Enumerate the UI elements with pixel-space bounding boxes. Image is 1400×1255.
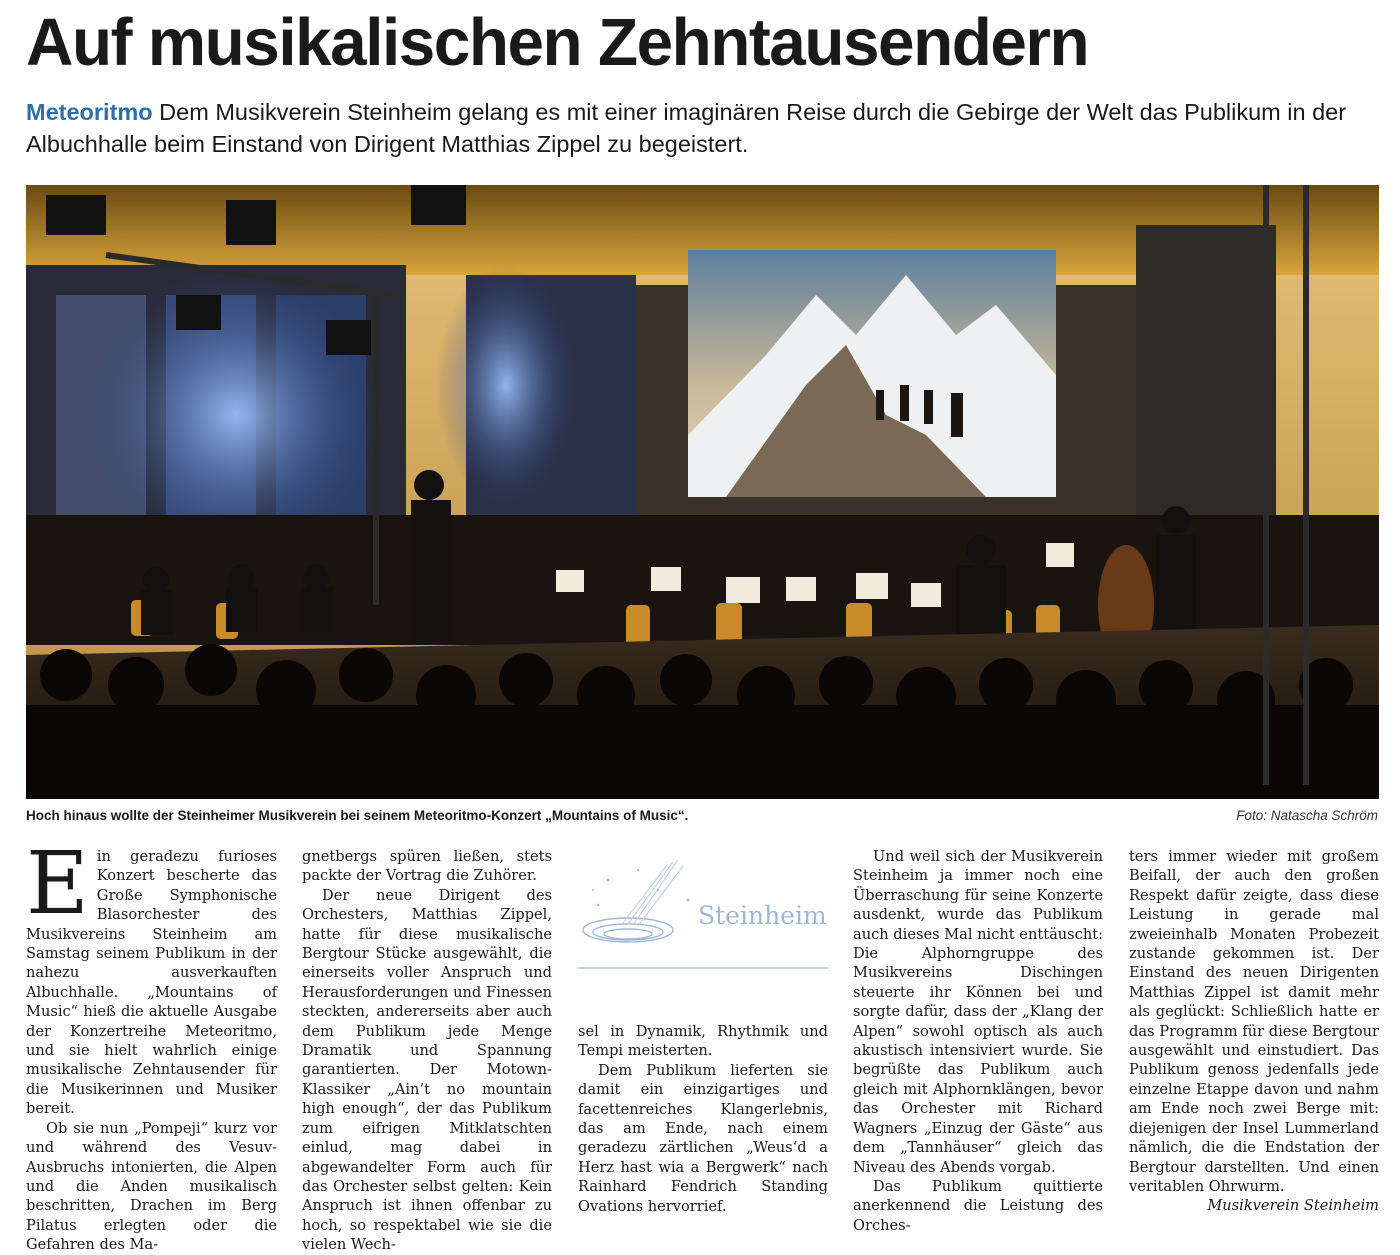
paragraph: ters immer wieder mit großem Beifall, der auch den großen Respekt dafür zeigte, dass diese Leistung in gerade mal zweieinhalb Monaten Probezeit zustande gekommen ist. Der Einstand des neuen Dirigenten Matthias Zippel ist damit mehr als geglückt: Schließlich hatte er das Programm für diese Bergtour ausgewählt und einstudiert. Das Publikum genoss jedenfalls jede einzelne Etappe davon und nahm am Ende noch zwei Berge mit: diejenigen der Insel Lummerland nämlich, die die Endstation der Bergtour darstellten. Und einen veritablen Ohrwurm. bbox=[1129, 848, 1379, 1195]
paragraph: Ob sie nun „Pompeji“ kurz vor und während des Vesuv-Ausbruchs intonierten, die Alpen und die Anden musikalisch beschritten, Drachen im Berg Pilatus erlegten oder die Gefahren des Ma- bbox=[26, 1119, 277, 1254]
concert-photo bbox=[26, 185, 1379, 799]
lead-paragraph bbox=[26, 96, 1386, 160]
paragraph: Der neue Dirigent des Orchesters, Matthias Zippel, hatte für diese musikalische Bergtour Stücke ausgewählt, die einerseits voller Anspruch und Herausforderungen und Finessen steckten, andererseits aber auch dem Publikum jede Menge Dramatik und Spannung garantierten. Der Motown-Klassiker „Ain’t no mountain high enough“, der das Publikum zum eifrigen Mitklatschten einlud, mag dabei in abgewandelter Form auch für das Orchester selbst gelten: Kein Anspruch ist ihnen offenbar zu hoch, so respektabel wie sie die vielen Wech- bbox=[302, 886, 552, 1254]
photo-credit: Foto: Natascha Schröm bbox=[1236, 808, 1378, 823]
headline: Auf musikalischen Zehntausendern bbox=[26, 5, 1089, 80]
body-column-1 bbox=[26, 834, 277, 1255]
paragraph: gnetbergs spüren ließen, stets packte der Vortrag die Zuhörer. bbox=[302, 848, 552, 885]
paragraph: Und weil sich der Musikverein Steinheim ja immer noch eine Überraschung für seine Konzerte ausdenkt, wurde das Publikum auch dieses Mal nicht enttäuscht: Die Alphorngruppe des Musikvereins Dischingen steuerte ihr Können bei und sorgte dafür, dass der „Klang der Alpen“ sowohl optisch als auch akustisch intensiviert wurde. Sie begrüßte das Publikum auch gleich mit Alphornklängen, bevor das Orchester mit Richard Wagners „Einzug der Gäste“ aus dem „Tannhäuser“ gleich das Niveau des Abends vorgab. bbox=[853, 848, 1104, 1176]
paragraph: sel in Dynamik, Rhythmik und Tempi meisterten. bbox=[578, 1023, 828, 1060]
body-column-5 bbox=[1129, 847, 1379, 1216]
steinheim-logo bbox=[578, 850, 828, 972]
author-signature: Musikverein Steinheim bbox=[1207, 1197, 1379, 1215]
logo-text: Steinheim bbox=[698, 901, 827, 930]
photo-caption: Hoch hinaus wollte der Steinheimer Musikverein bei seinem Meteoritmo-Konzert „Mountains of Music“. bbox=[26, 808, 689, 823]
paragraph: Das Publikum quittierte anerkennend die Leistung des Orches- bbox=[853, 1177, 1103, 1234]
body-column-4 bbox=[853, 847, 1103, 1235]
body-column-2 bbox=[302, 847, 552, 1255]
paragraph: in geradezu furioses Konzert bescherte das Große Symphonische Blasorchester des Musikvereins Steinheim am Samstag seinem Publikum in der nahezu ausverkauften Albuchhalle. „Mountains of Music“ hieß die aktuelle Ausgabe der Konzertreihe Meteoritmo, und sie hielt wahrlich einige musikalische Zehntausender für die Musikerinnen und Musiker bereit. bbox=[26, 848, 277, 1118]
drop-cap: E bbox=[26, 834, 89, 934]
body-column-3 bbox=[578, 1022, 828, 1216]
lead-text: Dem Musikverein Steinheim gelang es mit einer imaginären Reise durch die Gebirge der Welt das Publikum in der Albuchhalle beim Einstand von Dirigent Matthias Zippel zu begeistert. bbox=[26, 99, 1347, 157]
paragraph: Dem Publikum lieferten sie damit ein einzigartiges und facettenreiches Klangerlebnis, das am Ende, nach einem geradezu zärtlichen „Weus‘d a Herz hast wia a Bergwerk“ nach Rainhard Fendrich Standing Ovations hervorrief. bbox=[578, 1061, 828, 1215]
kicker: Meteoritmo bbox=[26, 99, 153, 125]
